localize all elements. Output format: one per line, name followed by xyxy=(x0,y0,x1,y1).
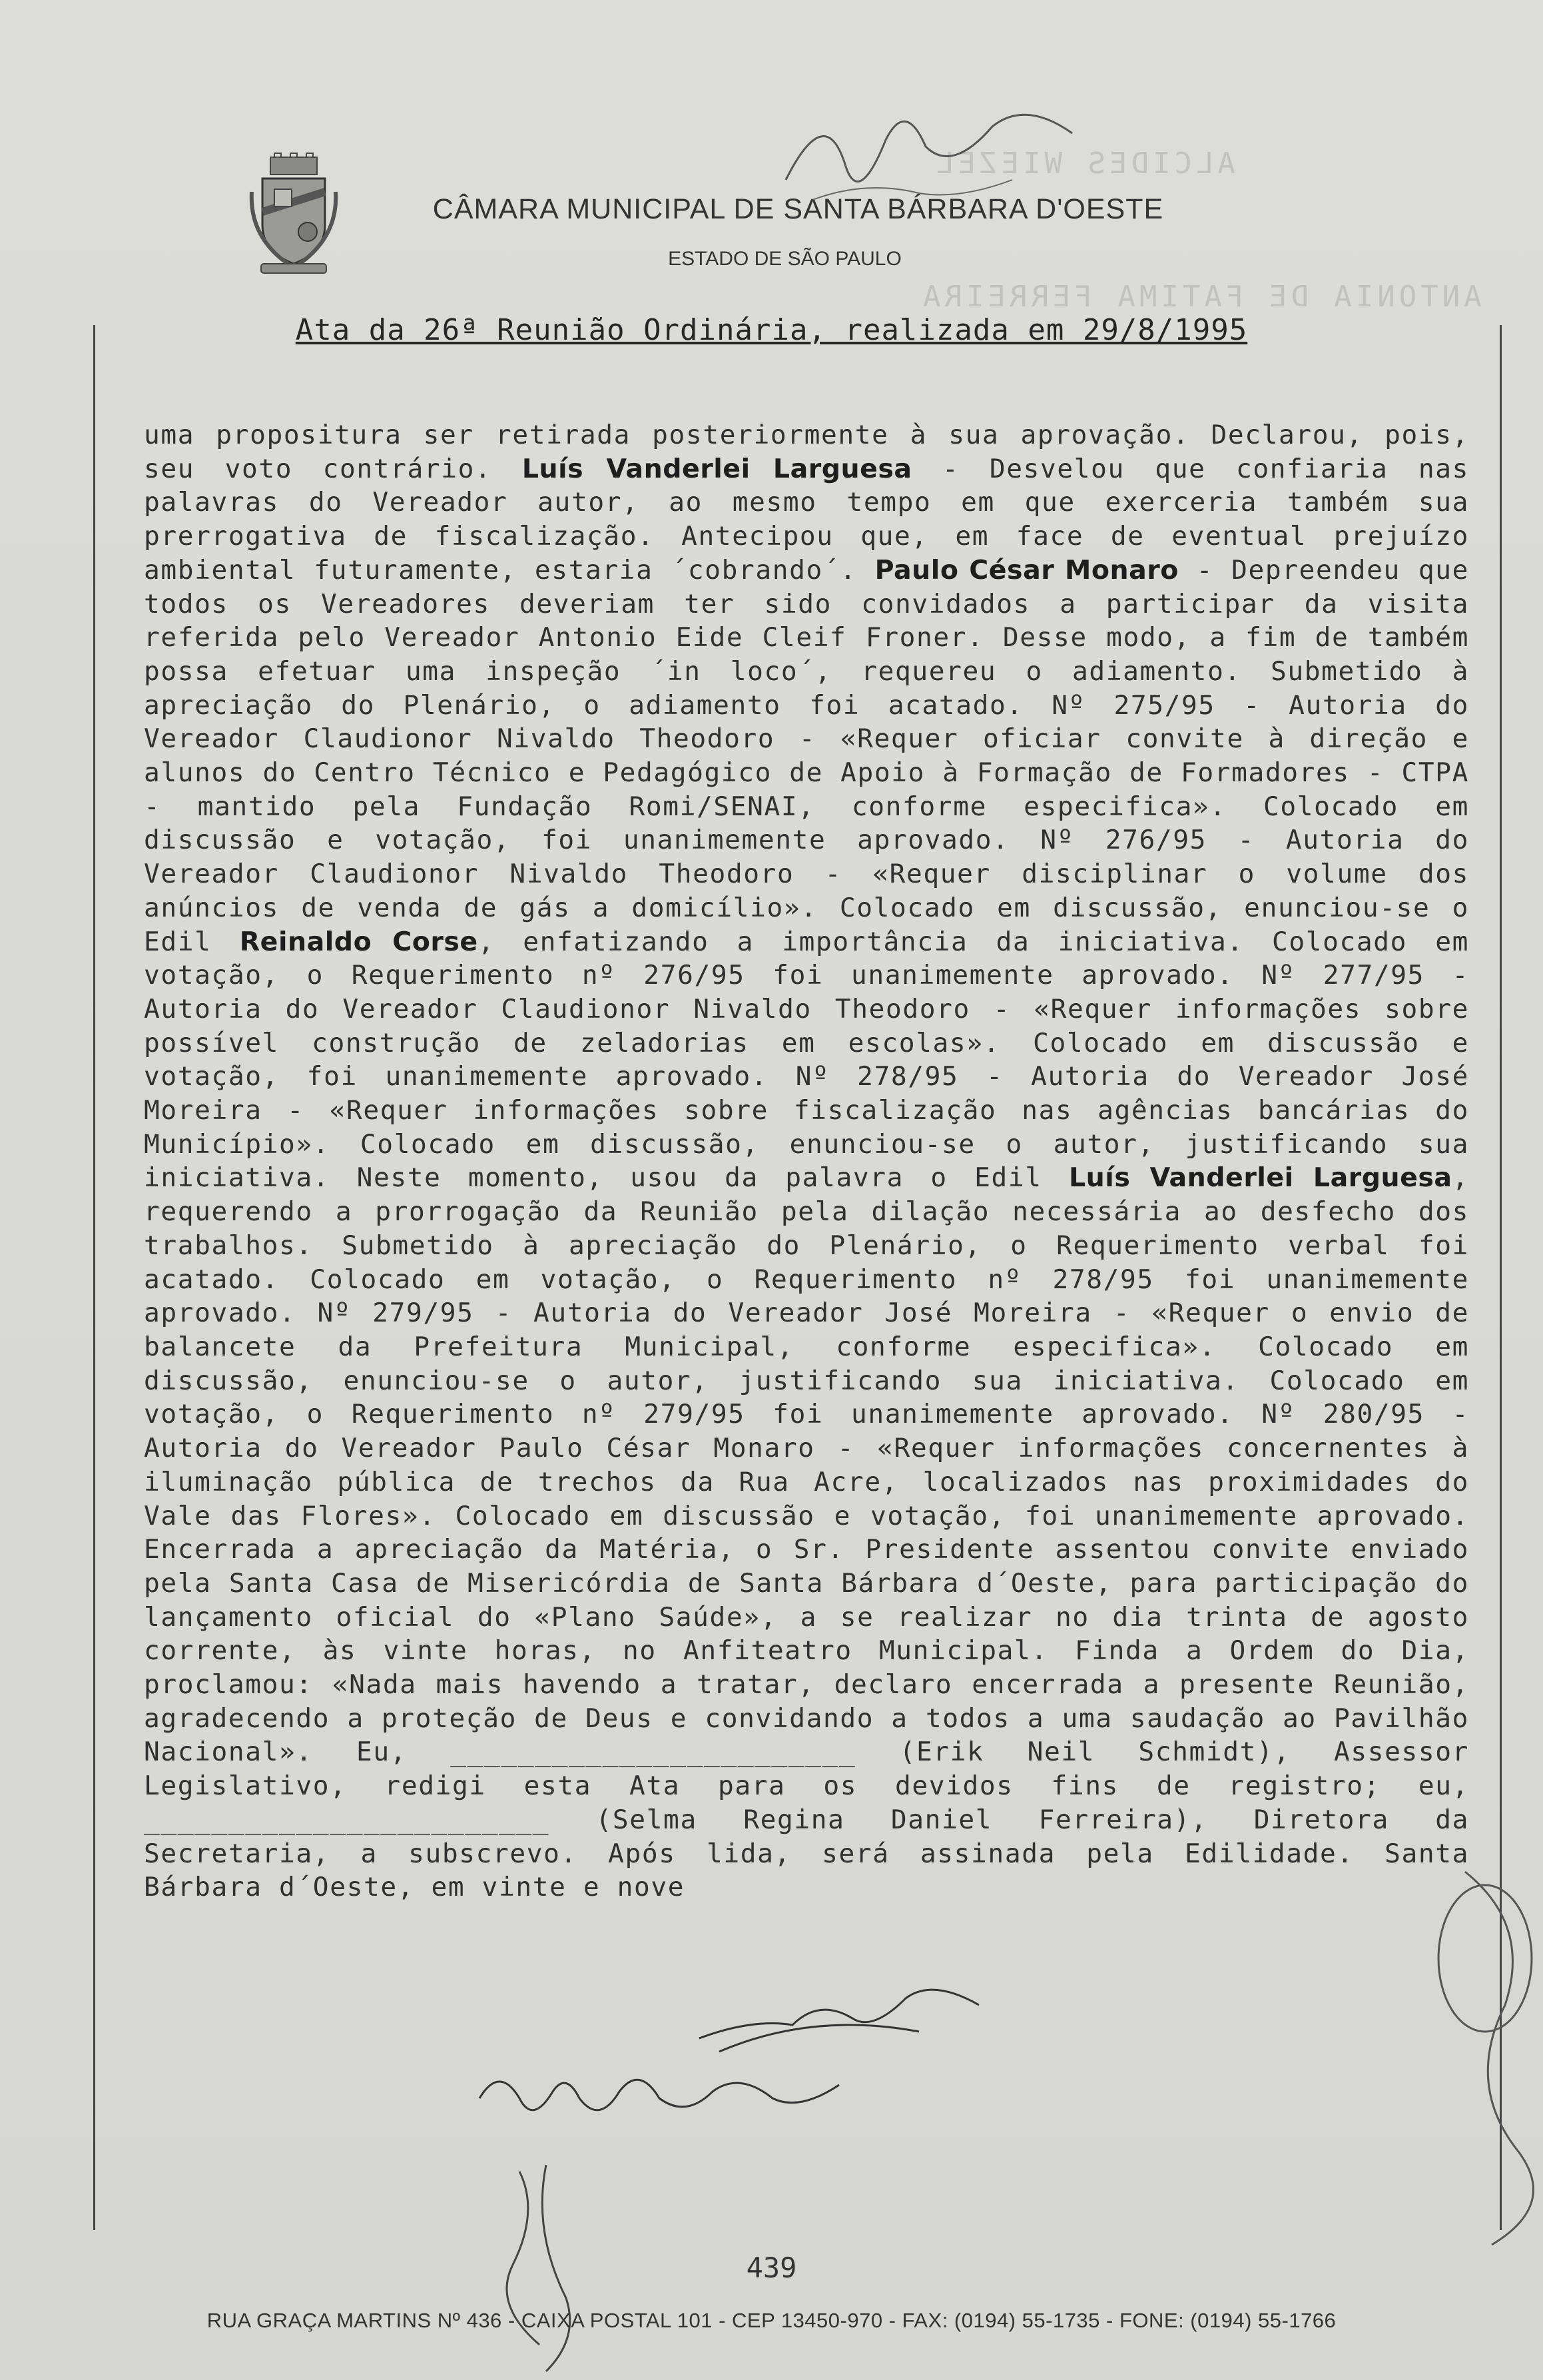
minutes-title: Ata da 26ª Reunião Ordinária, realizada em 29/8/1995 xyxy=(295,313,1248,347)
minutes-text: - Depreendeu que todos os Vereadores deveriam ter sido convidados a participar da visita referida pelo Vereador Antonio Eide Cleif Froner. Desse modo, a fim de também possa efetuar uma inspeção ´in loco´, requereu o adiamento. Submetido à apreciação do Plenário, o adiamento foi acatado. Nº 275/95 - Autoria do Vereador Claudionor Nivaldo Theodoro - «Requer oficiar convite à direção e alunos do Centro Técnico e Pedagógico de Apoio à Formação de Formadores - CTPA - mantido pela Fundação Romi/SENAI, conforme especifica». Colocado em discussão e votação, foi unanimemente aprovado. Nº 276/95 - Autoria do Vereador Claudionor Nivaldo Theodoro - «Requer disciplinar o volume dos anúncios de venda de gás a domicílio». Colocado em discussão, enunciou-se o Edil xyxy=(144,554,1470,957)
margin-rule-right xyxy=(1500,325,1502,2230)
person-name: Paulo César Monaro xyxy=(874,554,1179,586)
person-name: Reinaldo Corse xyxy=(239,926,478,957)
signature-selma-regina-daniel-ferreira xyxy=(466,2058,879,2132)
page-number: 439 xyxy=(746,2251,797,2284)
signature-erik-neil-schmidt xyxy=(693,1985,1039,2078)
minutes-text: - Desvelou que confiaria nas palavras do Vereador autor, ao mesmo tempo em que exerceria também sua prerrogativa de fiscalização. Antecipou que, em face de eventual prejuízo ambiental futuramente, estaria ´cobrando´. xyxy=(144,453,1469,586)
person-name: Luís Vanderlei Larguesa xyxy=(521,453,912,484)
person-name: Luís Vanderlei Larguesa xyxy=(1069,1162,1452,1194)
bleed-through: ALCIDES WIEZEL xyxy=(932,147,1235,181)
institution-name: CÂMARA MUNICIPAL DE SANTA BÁRBARA D'OESTE xyxy=(432,193,1164,225)
signature-margin-right xyxy=(1385,1858,1543,2258)
state-name: ESTADO DE SÃO PAULO xyxy=(668,248,902,270)
minutes-text: , enfatizando a importância da iniciativa. Colocado em votação, o Requerimento nº 276/95 foi unanimemente aprovado. Nº 277/95 - Autoria do Vereador Claudionor Nivaldo Theodoro - «Requer informações sobre possível construção de zeladorias em escolas». Colocado em discussão e votação, foi unanimemente aprovado. Nº 278/95 - Autoria do Vereador José Moreira - «Requer informações sobre fiscalização nas agências bancárias do Município». Colocado em discussão, enunciou-se o autor, justificando sua iniciativa. Neste momento, usou da palavra o Edil xyxy=(144,926,1469,1194)
minutes-text: , requerendo a prorrogação da Reunião pela dilação necessária ao desfecho dos trabalhos. Submetido à apreciação do Plenário, o Requerimento verbal foi acatado. Colocado em votação, o Requerimento nº 278/95 foi unanimemente aprovado. Nº 279/95 - Autoria do Vereador José Moreira - «Requer o envio de balancete da Prefeitura Municipal, conforme especifica». Colocado em discussão, enunciou-se o autor, justificando sua iniciativa. Colocado em votação, o Requerimento nº 279/95 foi unanimemente aprovado. Nº 280/95 - Autoria do Vereador Paulo César Monaro - «Requer informações concernentes à iluminação pública de trechos da Rua Acre, localizados nas proximidades do Vale das Flores». Colocado em discussão e votação, foi unanimemente aprovado. Encerrada a apreciação da Matéria, o Sr. Presidente assentou convite enviado pela Santa Casa de Misericórdia de Santa Bárbara d´Oeste, para participação do lançamento oficial do «Plano Saúde», a se realizar no dia trinta de agosto corrente, às vinte horas, no Anfiteatro Municipal. Finda a Ordem do Dia, proclamou: «Nada mais havendo a tratar, declaro encerrada a presente Reunião, agradecendo a proteção de Deus e convidando a todos a uma saudação ao Pavilhão Nacional». Eu, ________________________ (Erik Neil Schmidt), Assessor Legislativo, redigi esta Ata para os devidos fins de registro; eu, ________________________ (Selma Regina Daniel Ferreira), Diretora da Secretaria, a subscrevo. Após lida, será assinada pela Edilidade. Santa Bárbara d´Oeste, em vinte e nove xyxy=(144,1162,1469,1903)
bleed-through: ANTONIA DE FATIMA FERREIRA xyxy=(919,280,1482,314)
minutes-text: uma propositura ser retirada posteriormente à sua aprovação. Declarou, pois, seu voto contrário. xyxy=(144,420,1469,484)
margin-rule-left xyxy=(93,325,95,2230)
address-footer: RUA GRAÇA MARTINS Nº 436 - CAIXA POSTAL 101 - CEP 13450-970 - FAX: (0194) 55-1735 - FONE: (0194) 55-1766 xyxy=(206,2309,1337,2332)
minutes-body xyxy=(144,418,1469,1904)
